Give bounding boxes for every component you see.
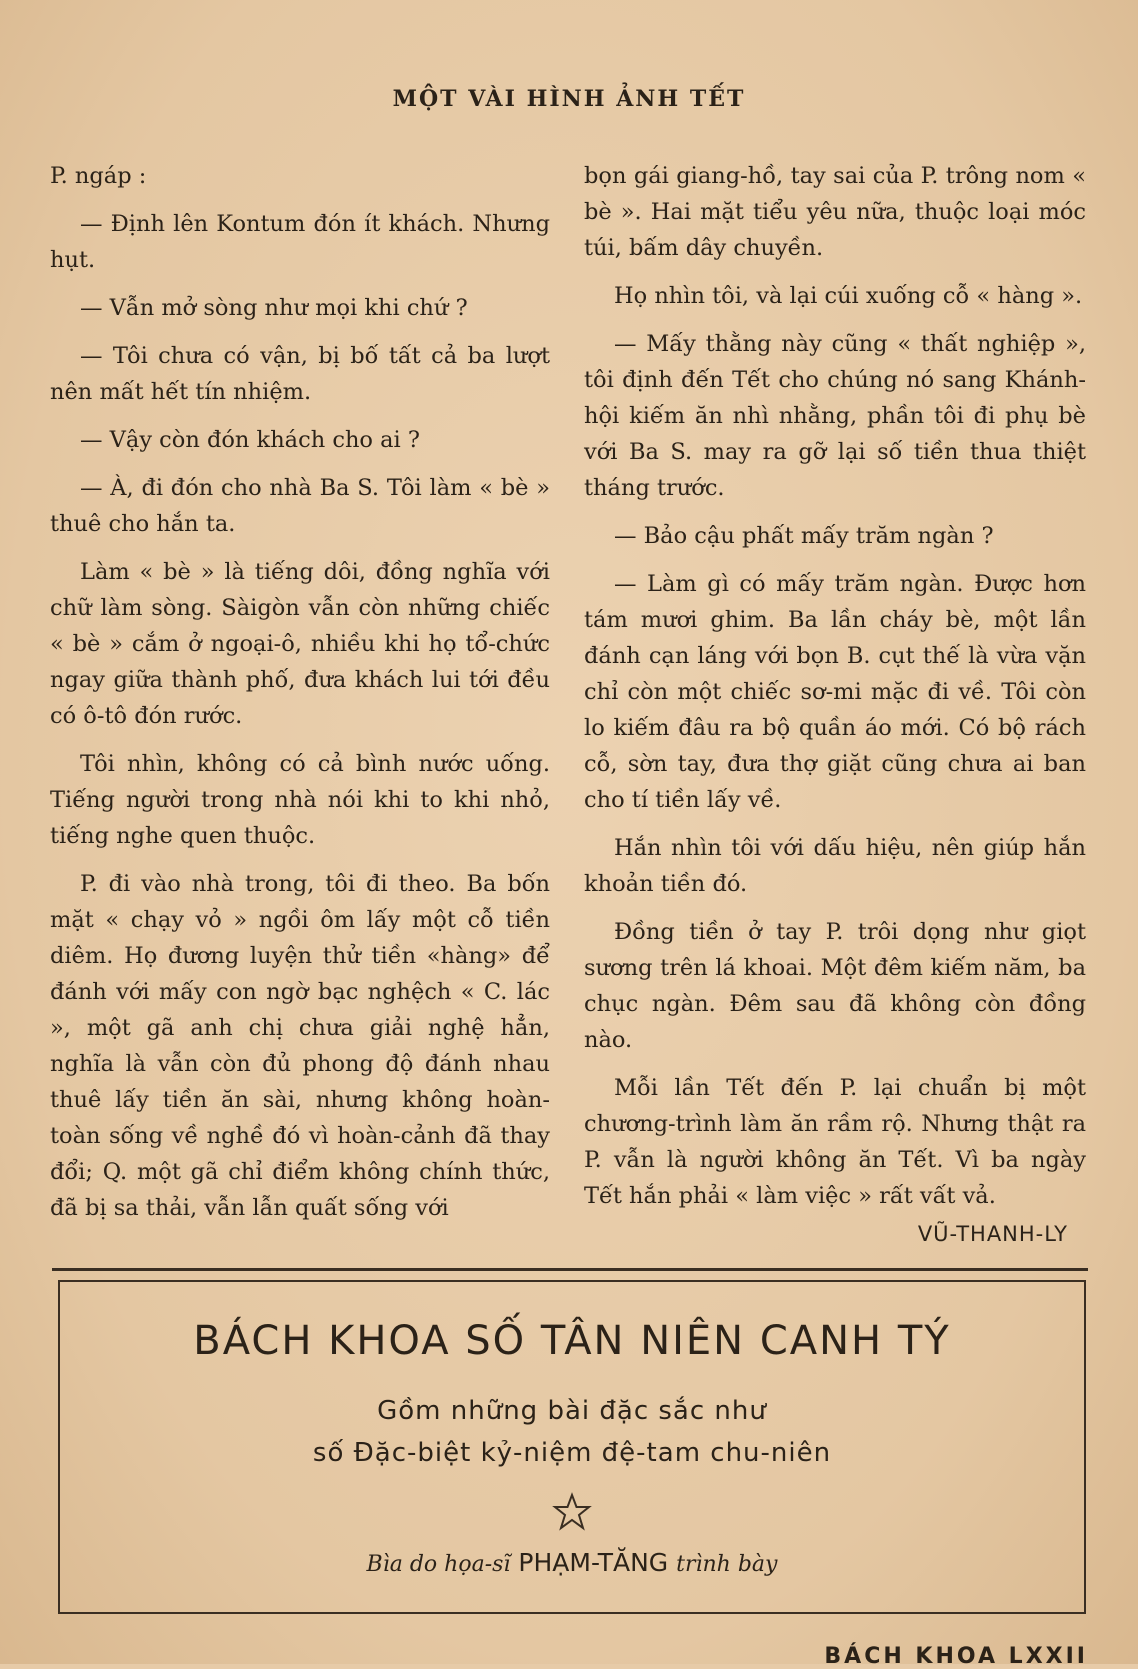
article-title: MỘT VÀI HÌNH ẢNH TẾT bbox=[392, 86, 746, 112]
ad-title: BÁCH KHOA SỐ TÂN NIÊN CANH TÝ bbox=[193, 1318, 951, 1364]
paragraph: — Làm gì có mấy trăm ngàn. Được hơn tám mươi ghim. Ba lần cháy bè, một lần đánh cạn láng với bọn B. cụt thế là vừa vặn chỉ còn một chiếc sơ-mi mặc đi về. Tôi còn lo kiếm đâu ra bộ quần áo mới. Có bộ rách cỗ, sờn tay, đưa thợ giặt cũng chưa ai ban cho tí tiền lấy về. bbox=[584, 571, 1086, 813]
paragraph: Tôi nhìn, không có cả bình nước uống. Tiếng người trong nhà nói khi to khi nhỏ, tiếng nghe quen thuộc. bbox=[50, 751, 550, 849]
author-signature: VŨ-THANH-LY bbox=[917, 1222, 1068, 1246]
paragraph: Đồng tiền ở tay P. trôi dọng như giọt sương trên lá khoai. Một đêm kiếm năm, ba chục ngàn. Đêm sau đã không còn đồng nào. bbox=[584, 919, 1086, 1053]
ad-credit-suffix: trình bày bbox=[676, 1552, 778, 1577]
paragraph: bọn gái giang-hồ, tay sai của P. trông nom « bè ». Hai mặt tiểu yêu nữa, thuộc loại móc túi, bấm dây chuyền. bbox=[584, 163, 1086, 261]
ad-credit bbox=[60, 1548, 1084, 1577]
ad-line: Gồm những bài đặc sắc như bbox=[377, 1396, 767, 1426]
paragraph: — Vậy còn đón khách cho ai ? bbox=[80, 427, 420, 453]
paragraph: — Mấy thằng này cũng « thất nghiệp », tôi định đến Tết cho chúng nó sang Khánh-hội kiếm ăn nhì nhằng, phần tôi đi phụ bè với Ba S. may ra gỡ lại số tiền thua thiệt tháng trước. bbox=[584, 331, 1086, 501]
ad-credit-prefix: Bìa do họa-sĩ bbox=[366, 1552, 511, 1577]
paragraph: — Vẫn mở sòng như mọi khi chứ ? bbox=[80, 295, 468, 321]
paragraph: — Tôi chưa có vận, bị bố tất cả ba lượt nên mất hết tín nhiệm. bbox=[50, 343, 550, 405]
left-column bbox=[50, 158, 550, 1226]
advertisement-box bbox=[58, 1280, 1086, 1614]
paragraph: Hắn nhìn tôi với dấu hiệu, nên giúp hắn khoản tiền đó. bbox=[584, 835, 1086, 897]
ad-line: số Đặc-biệt kỷ-niệm đệ-tam chu-niên bbox=[312, 1438, 832, 1468]
paragraph: — Bảo cậu phất mấy trăm ngàn ? bbox=[614, 523, 994, 549]
paragraph: Mỗi lần Tết đến P. lại chuẩn bị một chương-trình làm ăn rầm rộ. Nhưng thật ra P. vẫn là người không ăn Tết. Vì ba ngày Tết hắn phải « làm việc » rất vất vả. bbox=[584, 1075, 1086, 1209]
right-column bbox=[584, 158, 1086, 1226]
star-outline-icon bbox=[60, 1492, 1084, 1532]
paragraph: Làm « bè » là tiếng dôi, đồng nghĩa với chữ làm sòng. Sàigòn vẫn còn những chiếc « bè » cắm ở ngoại-ô, nhiều khi họ tổ-chức ngay giữa thành phố, đưa khách lui tới đều có ô-tô đón rước. bbox=[50, 559, 550, 729]
paragraph: — Định lên Kontum đón ít khách. Nhưng hụt. bbox=[50, 211, 550, 273]
page-footer: BÁCH KHOA LXXII bbox=[824, 1644, 1088, 1669]
paragraph: Họ nhìn tôi, và lại cúi xuống cỗ « hàng ». bbox=[614, 283, 1083, 309]
divider bbox=[52, 1268, 1088, 1271]
paragraph: P. đi vào nhà trong, tôi đi theo. Ba bốn mặt « chạy vỏ » ngồi ôm lấy một cỗ tiền diêm. Họ đương luyện thử tiền «hàng» để đánh với mấy con ngờ bạc nghệch « C. lác », một gã anh chị chưa giải nghệ hẳn, nghĩa là vẫn còn đủ phong độ đánh nhau thuê lấy tiền ăn sài, nhưng không hoàn-toàn sống về nghề đó vì hoàn-cảnh đã thay đổi; Q. một gã chỉ điểm không chính thức, đã bị sa thải, vẫn lẫn quất sống với bbox=[50, 871, 550, 1221]
paragraph: — À, đi đón cho nhà Ba S. Tôi làm « bè » thuê cho hắn ta. bbox=[50, 475, 550, 537]
paragraph: P. ngáp : bbox=[50, 163, 147, 189]
ad-credit-name: PHẠM-TĂNG bbox=[518, 1548, 669, 1577]
